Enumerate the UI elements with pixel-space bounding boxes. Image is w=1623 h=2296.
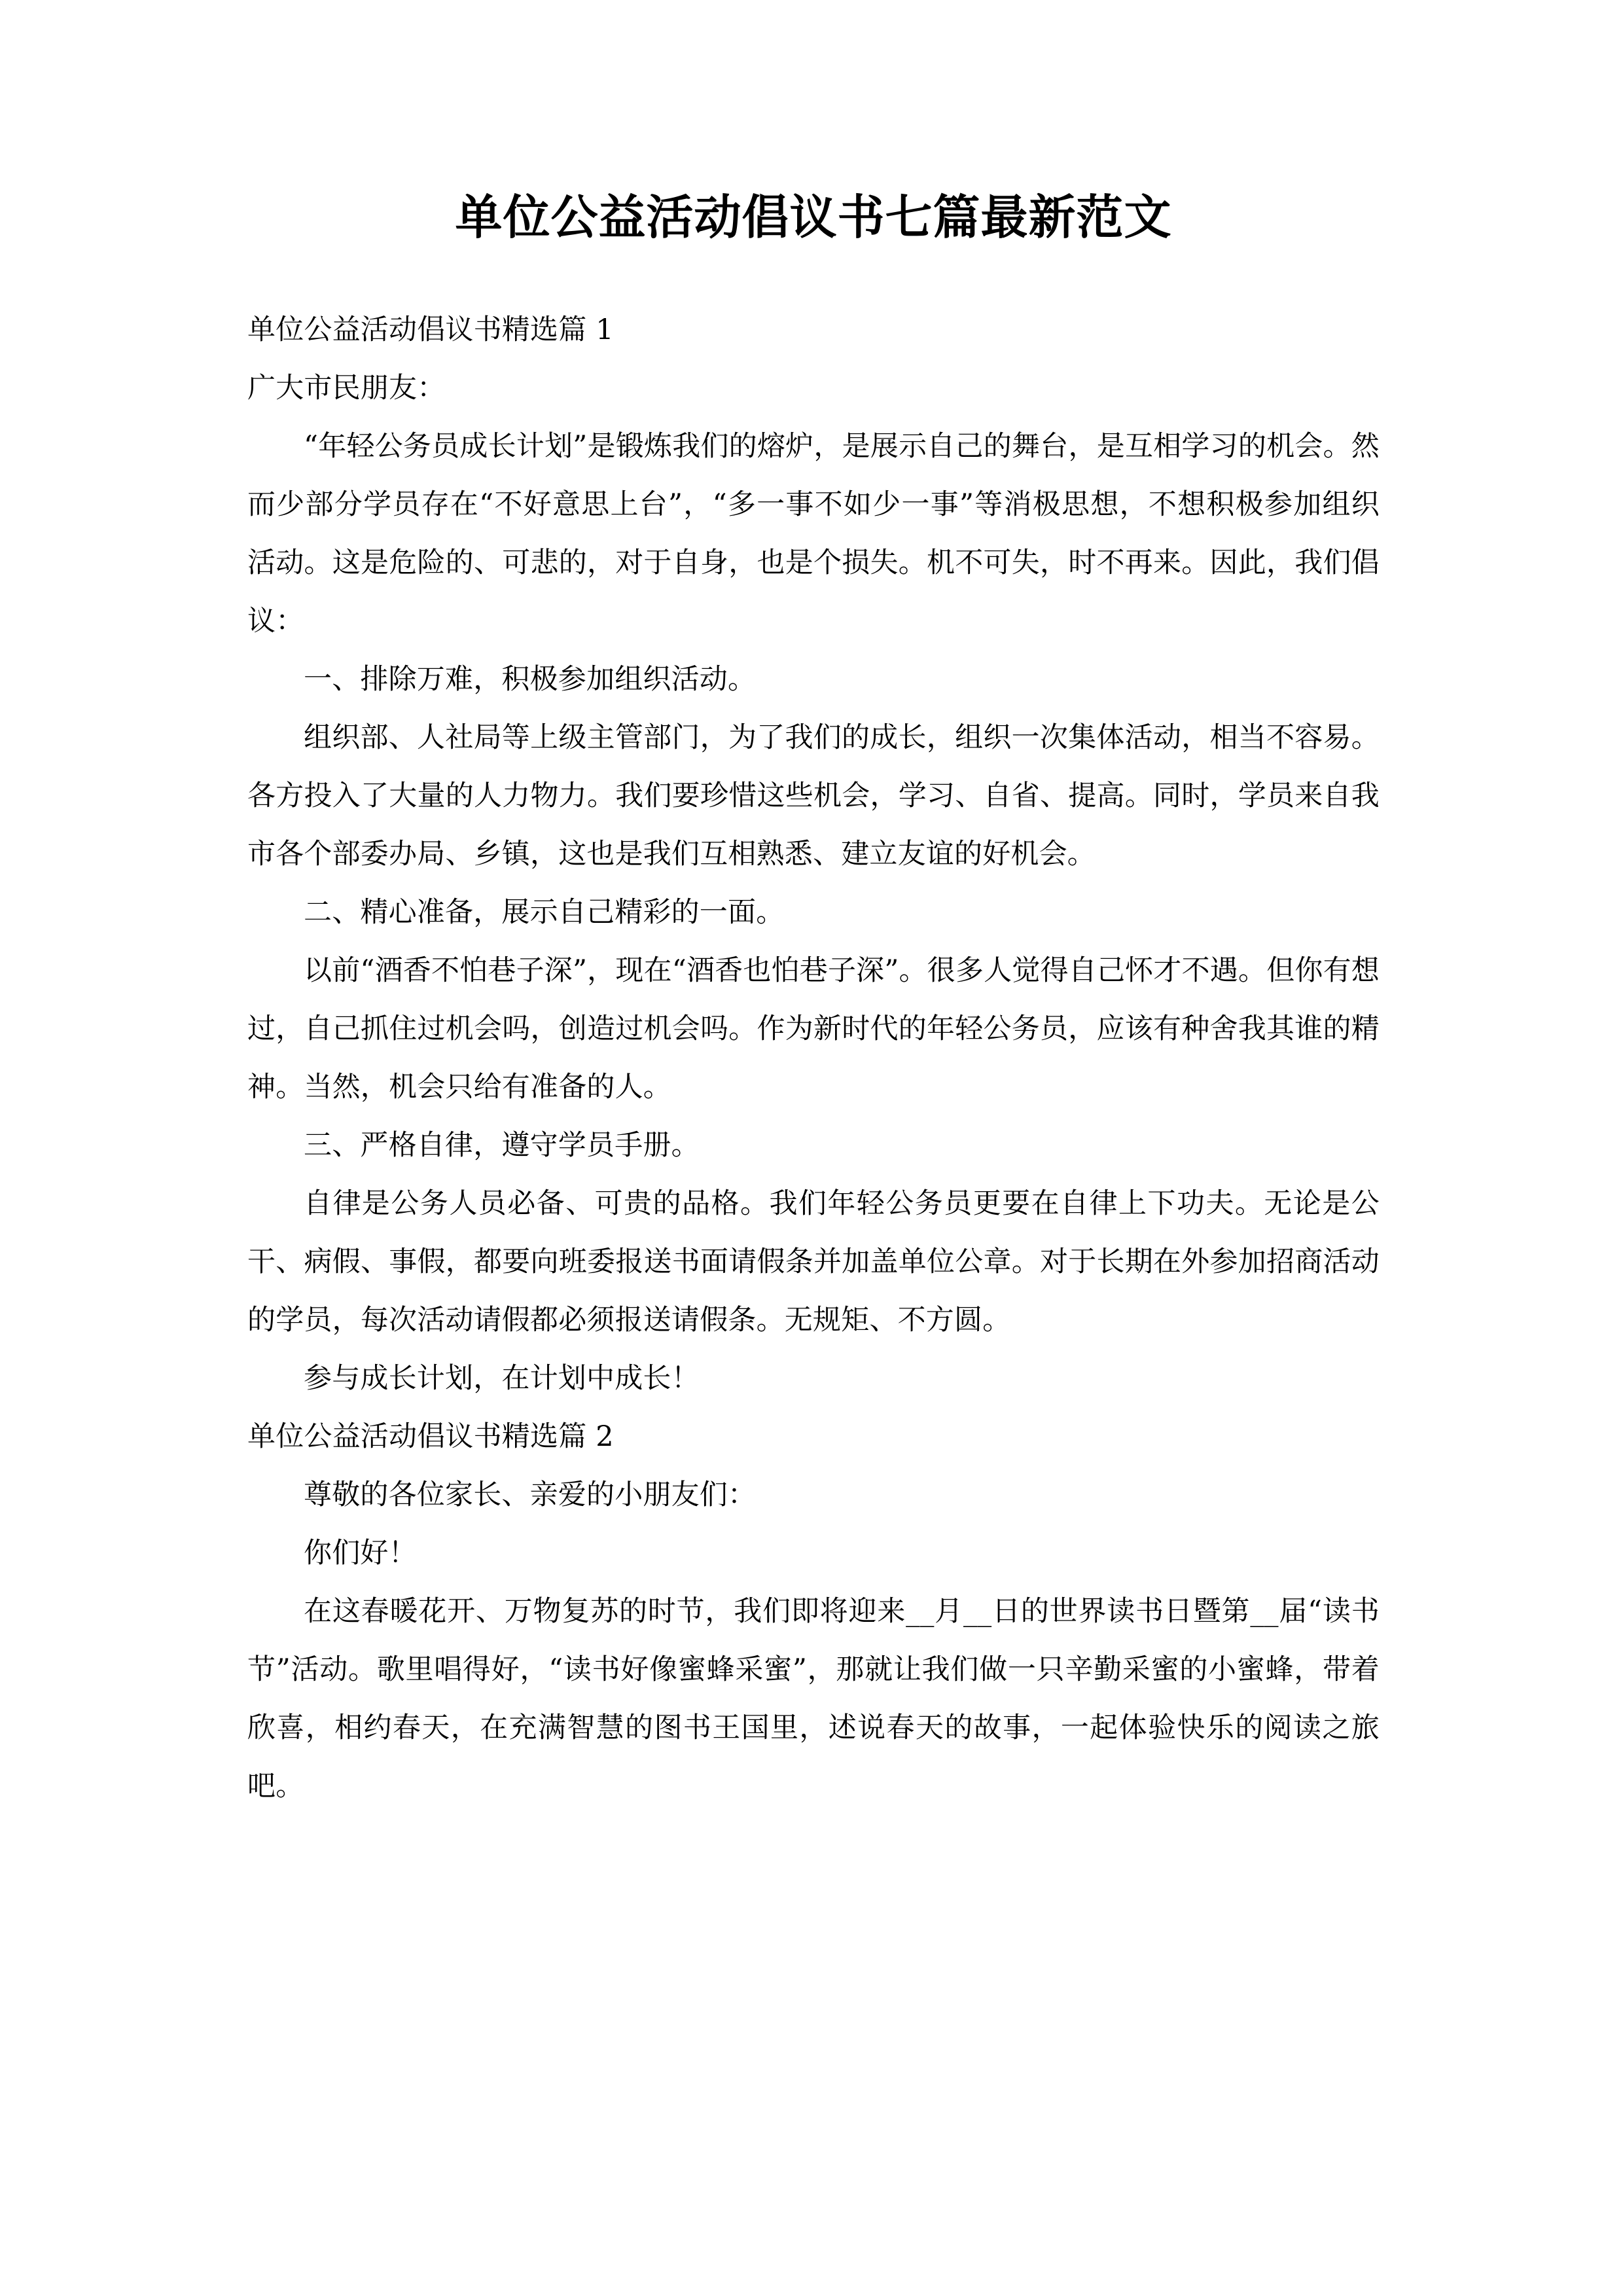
subsection-heading-1: 一、排除万难，积极参加组织活动。 — [304, 663, 757, 696]
document-content — [247, 0, 1380, 1816]
paragraph-salutation: 尊敬的各位家长、亲爱的小朋友们： — [304, 1479, 757, 1511]
paragraph: 广大市民朋友： — [247, 372, 446, 404]
paragraph: 组织部、人社局等上级主管部门，为了我们的成长，组织一次集体活动，相当不容易。各方投入了大量的人力物力。我们要珍惜这些机会，学习、自省、提高。同时，学员来自我市各个部委办局、乡镇，这也是我们互相熟悉、建立友谊的好机会。 — [247, 721, 1380, 870]
paragraph-greeting: 你们好！ — [304, 1537, 417, 1570]
paragraph: 在这春暖花开、万物复苏的时节，我们即将迎来__月__日的世界读书日暨第__届“读书节”活动。歌里唱得好，“读书好像蜜蜂采蜜”，那就让我们做一只辛勤采蜜的小蜜蜂，带着欣喜，相约春天，在充满智慧的图书王国里，述说春天的故事，一起体验快乐的阅读之旅吧。 — [247, 1595, 1380, 1803]
subsection-heading-3: 三、严格自律，遵守学员手册。 — [304, 1129, 700, 1162]
paragraph: 自律是公务人员必备、可贵的品格。我们年轻公务员更要在自律上下功夫。无论是公干、病假、事假，都要向班委报送书面请假条并加盖单位公章。对于长期在外参加招商活动的学员，每次活动请假都必须报送请假条。无规矩、不方圆。 — [247, 1187, 1380, 1336]
paragraph: “年轻公务员成长计划”是锻炼我们的熔炉，是展示自己的舞台，是互相学习的机会。然而少部分学员存在“不好意思上台”，“多一事不如少一事”等消极思想，不想积极参加组织活动。这是危险的、可悲的，对于自身，也是个损失。机不可失，时不再来。因此，我们倡议： — [247, 430, 1380, 637]
document-body — [247, 301, 1380, 1816]
section-label-2: 单位公益活动倡议书精选篇 2 — [247, 1420, 614, 1453]
page-title: 单位公益活动倡议书七篇最新范文 — [455, 189, 1172, 245]
paragraph-closing: 参与成长计划，在计划中成长！ — [304, 1362, 700, 1395]
paragraph: 以前“酒香不怕巷子深”，现在“酒香也怕巷子深”。很多人觉得自己怀才不遇。但你有想过，自己抓住过机会吗，创造过机会吗。作为新时代的年轻公务员，应该有种舍我其谁的精神。当然，机会只给有准备的人。 — [247, 954, 1380, 1103]
section-label-1: 单位公益活动倡议书精选篇 1 — [247, 314, 614, 346]
subsection-heading-2: 二、精心准备，展示自己精彩的一面。 — [304, 896, 785, 929]
